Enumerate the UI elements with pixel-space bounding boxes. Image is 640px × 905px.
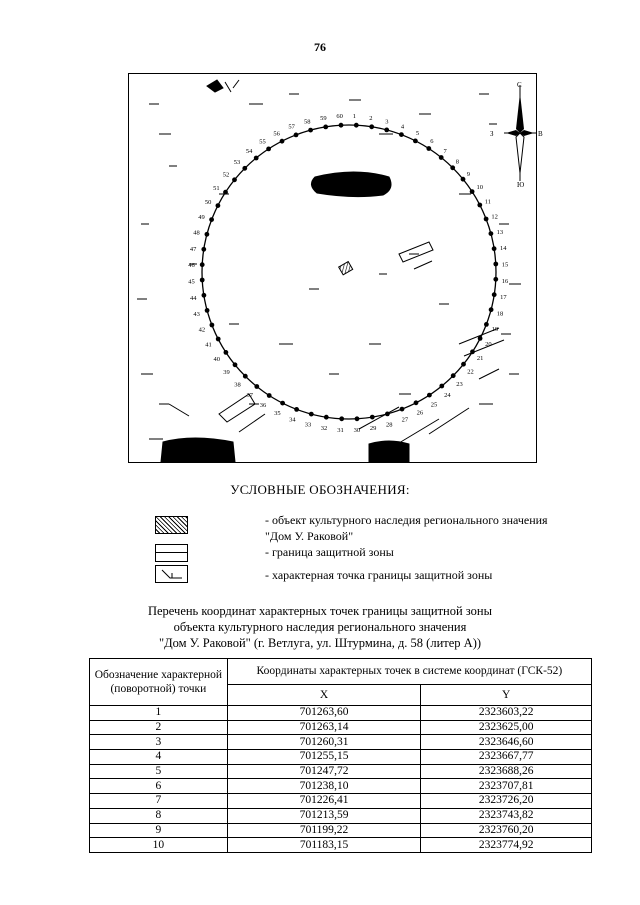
table-row: [90, 750, 592, 765]
coordinate-y-cell: 2323743,82: [421, 808, 592, 823]
boundary-point-marker[interactable]: [354, 123, 359, 128]
boundary-point-label: 9: [466, 170, 471, 178]
boundary-point-marker[interactable]: [489, 307, 494, 312]
boundary-point-label: 31: [337, 426, 344, 434]
table-row: [90, 779, 592, 794]
boundary-point-icon: [155, 565, 188, 583]
boundary-point-label: 7: [443, 147, 447, 155]
boundary-point-marker[interactable]: [209, 217, 214, 222]
boundary-point-marker[interactable]: [232, 177, 237, 182]
boundary-point-marker[interactable]: [414, 400, 419, 405]
table-row: [90, 808, 592, 823]
boundary-point-marker[interactable]: [400, 407, 405, 412]
page-number: 76: [314, 40, 326, 54]
boundary-point-marker[interactable]: [461, 362, 466, 367]
boundary-point-label: 38: [234, 381, 241, 389]
point-number-cell: 7: [90, 794, 228, 809]
table-row: [90, 735, 592, 750]
boundary-point-label: 22: [467, 368, 474, 376]
header-coordinates: Координаты характерных точек в системе координат (ГСК-52): [227, 659, 591, 685]
coordinate-x-cell: 701263,14: [227, 720, 421, 735]
point-number-cell: 2: [90, 720, 228, 735]
point-number-cell: 10: [90, 838, 228, 853]
boundary-point-label: 55: [259, 138, 266, 146]
boundary-point-marker[interactable]: [280, 401, 285, 406]
boundary-point-label: 33: [304, 421, 312, 429]
coordinates-list-title: [0, 603, 640, 651]
coordinates-table-body: [90, 706, 592, 853]
boundary-point-label: 44: [190, 294, 197, 302]
coordinate-y-cell: 2323726,20: [421, 794, 592, 809]
boundary-point-label: 17: [500, 294, 507, 302]
boundary-point-label: 50: [204, 199, 212, 207]
boundary-points: [188, 113, 509, 434]
boundary-point-label: 47: [189, 245, 197, 253]
boundary-point-label: 16: [501, 277, 509, 285]
coordinate-y-cell: 2323646,60: [421, 735, 592, 750]
boundary-point-label: 48: [193, 229, 200, 237]
coordinate-x-cell: 701263,60: [227, 706, 421, 721]
boundary-point-label: 37: [246, 392, 253, 400]
coordinates-table: [89, 658, 592, 853]
point-number-cell: 3: [90, 735, 228, 750]
boundary-point-label: 42: [198, 326, 206, 334]
boundary-point-marker[interactable]: [242, 166, 247, 171]
coordinate-y-cell: 2323667,77: [421, 750, 592, 765]
boundary-point-marker[interactable]: [254, 384, 259, 389]
coordinates-title-line: объекта культурного наследия регионального значения: [173, 620, 467, 634]
boundary-point-label: 2: [369, 114, 373, 122]
boundary-point-marker[interactable]: [233, 362, 238, 367]
boundary-point-marker[interactable]: [294, 133, 299, 138]
coordinate-x-cell: 701247,72: [227, 764, 421, 779]
boundary-point-label: 43: [193, 311, 200, 318]
boundary-point-marker[interactable]: [489, 231, 494, 236]
boundary-point-label: 46: [188, 262, 195, 270]
boundary-point-marker[interactable]: [427, 393, 432, 398]
coordinate-x-cell: 701213,59: [227, 808, 421, 823]
boundary-point-marker[interactable]: [399, 132, 404, 137]
boundary-point-label: 15: [501, 261, 509, 269]
boundary-point-label: 10: [476, 184, 483, 192]
legend-item-text: - граница защитной зоны: [265, 545, 394, 559]
boundary-point-label: 14: [500, 245, 507, 253]
map-frame[interactable]: [128, 73, 543, 463]
boundary-point-marker[interactable]: [201, 247, 206, 252]
header-y: Y: [421, 684, 592, 705]
boundary-point-marker[interactable]: [450, 165, 455, 170]
boundary-point-marker[interactable]: [254, 156, 259, 161]
boundary-point-marker[interactable]: [309, 412, 314, 417]
boundary-point-label: 36: [259, 401, 267, 409]
boundary-point-label: 32: [320, 425, 328, 433]
boundary-point-label: 58: [304, 118, 311, 126]
boundary-point-label: 41: [205, 341, 212, 349]
legend-title: УСЛОВНЫЕ ОБОЗНАЧЕНИЯ:: [230, 482, 410, 497]
boundary-point-marker[interactable]: [369, 124, 374, 129]
boundary-point-label: 6: [430, 138, 434, 146]
boundary-point-label: 23: [456, 380, 463, 388]
boundary-point-marker[interactable]: [202, 293, 207, 298]
coordinates-title-line: "Дом У. Раковой" (г. Ветлуга, ул. Штурмина, д. 58 (литер А)): [158, 636, 482, 650]
boundary-point-marker[interactable]: [493, 277, 498, 282]
boundary-point-marker[interactable]: [294, 407, 299, 412]
boundary-point-marker[interactable]: [280, 139, 285, 144]
boundary-point-marker[interactable]: [200, 262, 205, 267]
boundary-point-label: 11: [484, 198, 491, 206]
boundary-point-label: 18: [496, 310, 504, 318]
boundary-point-label: 53: [233, 159, 241, 167]
boundary-point-marker[interactable]: [493, 262, 498, 267]
compass-east-label: В: [538, 130, 543, 138]
boundary-point-label: 19: [491, 325, 499, 333]
boundary-point-marker[interactable]: [266, 147, 271, 152]
boundary-point-marker[interactable]: [370, 415, 375, 420]
compass-west-label: З: [490, 130, 494, 138]
boundary-point-marker[interactable]: [355, 416, 360, 421]
boundary-point-marker[interactable]: [308, 128, 313, 133]
boundary-point-label: 5: [415, 129, 420, 137]
boundary-point-label: 25: [430, 401, 438, 409]
compass-rose-icon: [490, 81, 543, 189]
boundary-point-marker[interactable]: [324, 415, 329, 420]
compass-north-label: С: [517, 81, 522, 89]
coordinate-x-cell: 701226,41: [227, 794, 421, 809]
boundary-point-marker[interactable]: [451, 373, 456, 378]
point-number-cell: 1: [90, 706, 228, 721]
boundary-point-label: 39: [223, 369, 230, 377]
boundary-point-marker[interactable]: [413, 139, 418, 144]
boundary-point-marker[interactable]: [492, 292, 497, 297]
boundary-point-label: 20: [485, 340, 492, 348]
boundary-point-label: 35: [274, 410, 281, 418]
hatched-object-icon: [155, 516, 188, 534]
boundary-point-label: 26: [416, 409, 424, 417]
boundary-point-marker[interactable]: [216, 203, 221, 208]
coordinate-x-cell: 701199,22: [227, 823, 421, 838]
coordinates-title-line: Перечень координат характерных точек границы защитной зоны: [147, 604, 493, 618]
boundary-point-marker[interactable]: [267, 393, 272, 398]
table-row: [90, 706, 592, 721]
boundary-point-label: 52: [222, 171, 230, 179]
coordinate-y-cell: 2323760,20: [421, 823, 592, 838]
boundary-point-label: 13: [496, 229, 504, 236]
boundary-point-marker[interactable]: [385, 412, 390, 417]
boundary-point-marker[interactable]: [470, 189, 475, 194]
boundary-point-marker[interactable]: [205, 308, 210, 313]
boundary-point-label: 56: [273, 130, 280, 138]
table-row: [90, 838, 592, 853]
boundary-point-marker[interactable]: [339, 416, 344, 421]
protection-zone-map: [129, 74, 543, 462]
boundary-point-label: 24: [444, 391, 451, 399]
boundary-point-marker[interactable]: [384, 128, 389, 133]
boundary-point-label: 51: [213, 184, 220, 192]
coordinate-x-cell: 701238,10: [227, 779, 421, 794]
boundary-point-marker[interactable]: [339, 123, 344, 128]
legend-item-text: - характерная точка границы защитной зоны: [265, 568, 493, 582]
boundary-point-marker[interactable]: [216, 337, 221, 342]
boundary-point-label: 45: [188, 278, 195, 286]
boundary-point-marker[interactable]: [478, 336, 483, 341]
boundary-point-marker[interactable]: [426, 146, 431, 151]
boundary-point-label: 27: [401, 416, 409, 424]
boundary-point-marker[interactable]: [461, 177, 466, 182]
background-features: [137, 80, 521, 462]
boundary-point-label: 8: [455, 158, 460, 166]
boundary-point-label: 21: [476, 355, 484, 363]
coordinate-y-cell: 2323774,92: [421, 838, 592, 853]
boundary-point-marker[interactable]: [223, 190, 228, 195]
boundary-point-marker[interactable]: [484, 322, 489, 327]
table-row: [90, 823, 592, 838]
boundary-point-marker[interactable]: [470, 349, 475, 354]
point-number-cell: 4: [90, 750, 228, 765]
boundary-point-marker[interactable]: [492, 246, 497, 251]
boundary-point-label: 34: [289, 416, 296, 424]
boundary-point-label: 49: [198, 214, 205, 222]
header-point: Обозначение характерной (поворотной) точки: [90, 659, 228, 706]
point-number-cell: 6: [90, 779, 228, 794]
coordinate-y-cell: 2323688,26: [421, 764, 592, 779]
boundary-point-marker[interactable]: [224, 350, 229, 355]
boundary-point-label: 54: [245, 148, 253, 156]
zone-boundary-icon: [155, 544, 188, 562]
boundary-point-label: 30: [353, 426, 361, 434]
boundary-point-marker[interactable]: [323, 125, 328, 130]
coordinate-y-cell: 2323707,81: [421, 779, 592, 794]
boundary-point-label: 60: [336, 113, 343, 121]
boundary-point-marker[interactable]: [477, 203, 482, 208]
point-number-cell: 5: [90, 764, 228, 779]
legend-item-text: - объект культурного наследия регионального значения "Дом У. Раковой": [265, 513, 548, 543]
boundary-point-label: 59: [320, 115, 327, 122]
boundary-point-label: 28: [386, 421, 393, 429]
point-number-cell: 8: [90, 808, 228, 823]
coordinate-x-cell: 701260,31: [227, 735, 421, 750]
boundary-point-label: 57: [288, 123, 295, 131]
boundary-point-marker[interactable]: [205, 232, 210, 237]
boundary-point-label: 29: [369, 425, 377, 432]
point-number-cell: 9: [90, 823, 228, 838]
boundary-point-label: 1: [352, 113, 357, 121]
coordinate-y-cell: 2323603,22: [421, 706, 592, 721]
boundary-point-label: 40: [213, 355, 220, 363]
table-row: [90, 720, 592, 735]
coordinate-x-cell: 701183,15: [227, 838, 421, 853]
boundary-point-marker[interactable]: [243, 374, 248, 379]
table-row: [90, 794, 592, 809]
table-row: [90, 764, 592, 779]
header-x: X: [227, 684, 421, 705]
coordinate-x-cell: 701255,15: [227, 750, 421, 765]
boundary-point-marker[interactable]: [439, 155, 444, 160]
boundary-point-marker[interactable]: [439, 384, 444, 389]
boundary-point-label: 4: [400, 123, 405, 131]
coordinate-y-cell: 2323625,00: [421, 720, 592, 735]
boundary-point-marker[interactable]: [200, 278, 205, 283]
boundary-point-marker[interactable]: [210, 323, 215, 328]
boundary-point-marker[interactable]: [484, 217, 489, 222]
boundary-point-label: 12: [491, 213, 498, 221]
boundary-point-label: 3: [385, 118, 389, 126]
compass-south-label: Ю: [517, 181, 525, 189]
